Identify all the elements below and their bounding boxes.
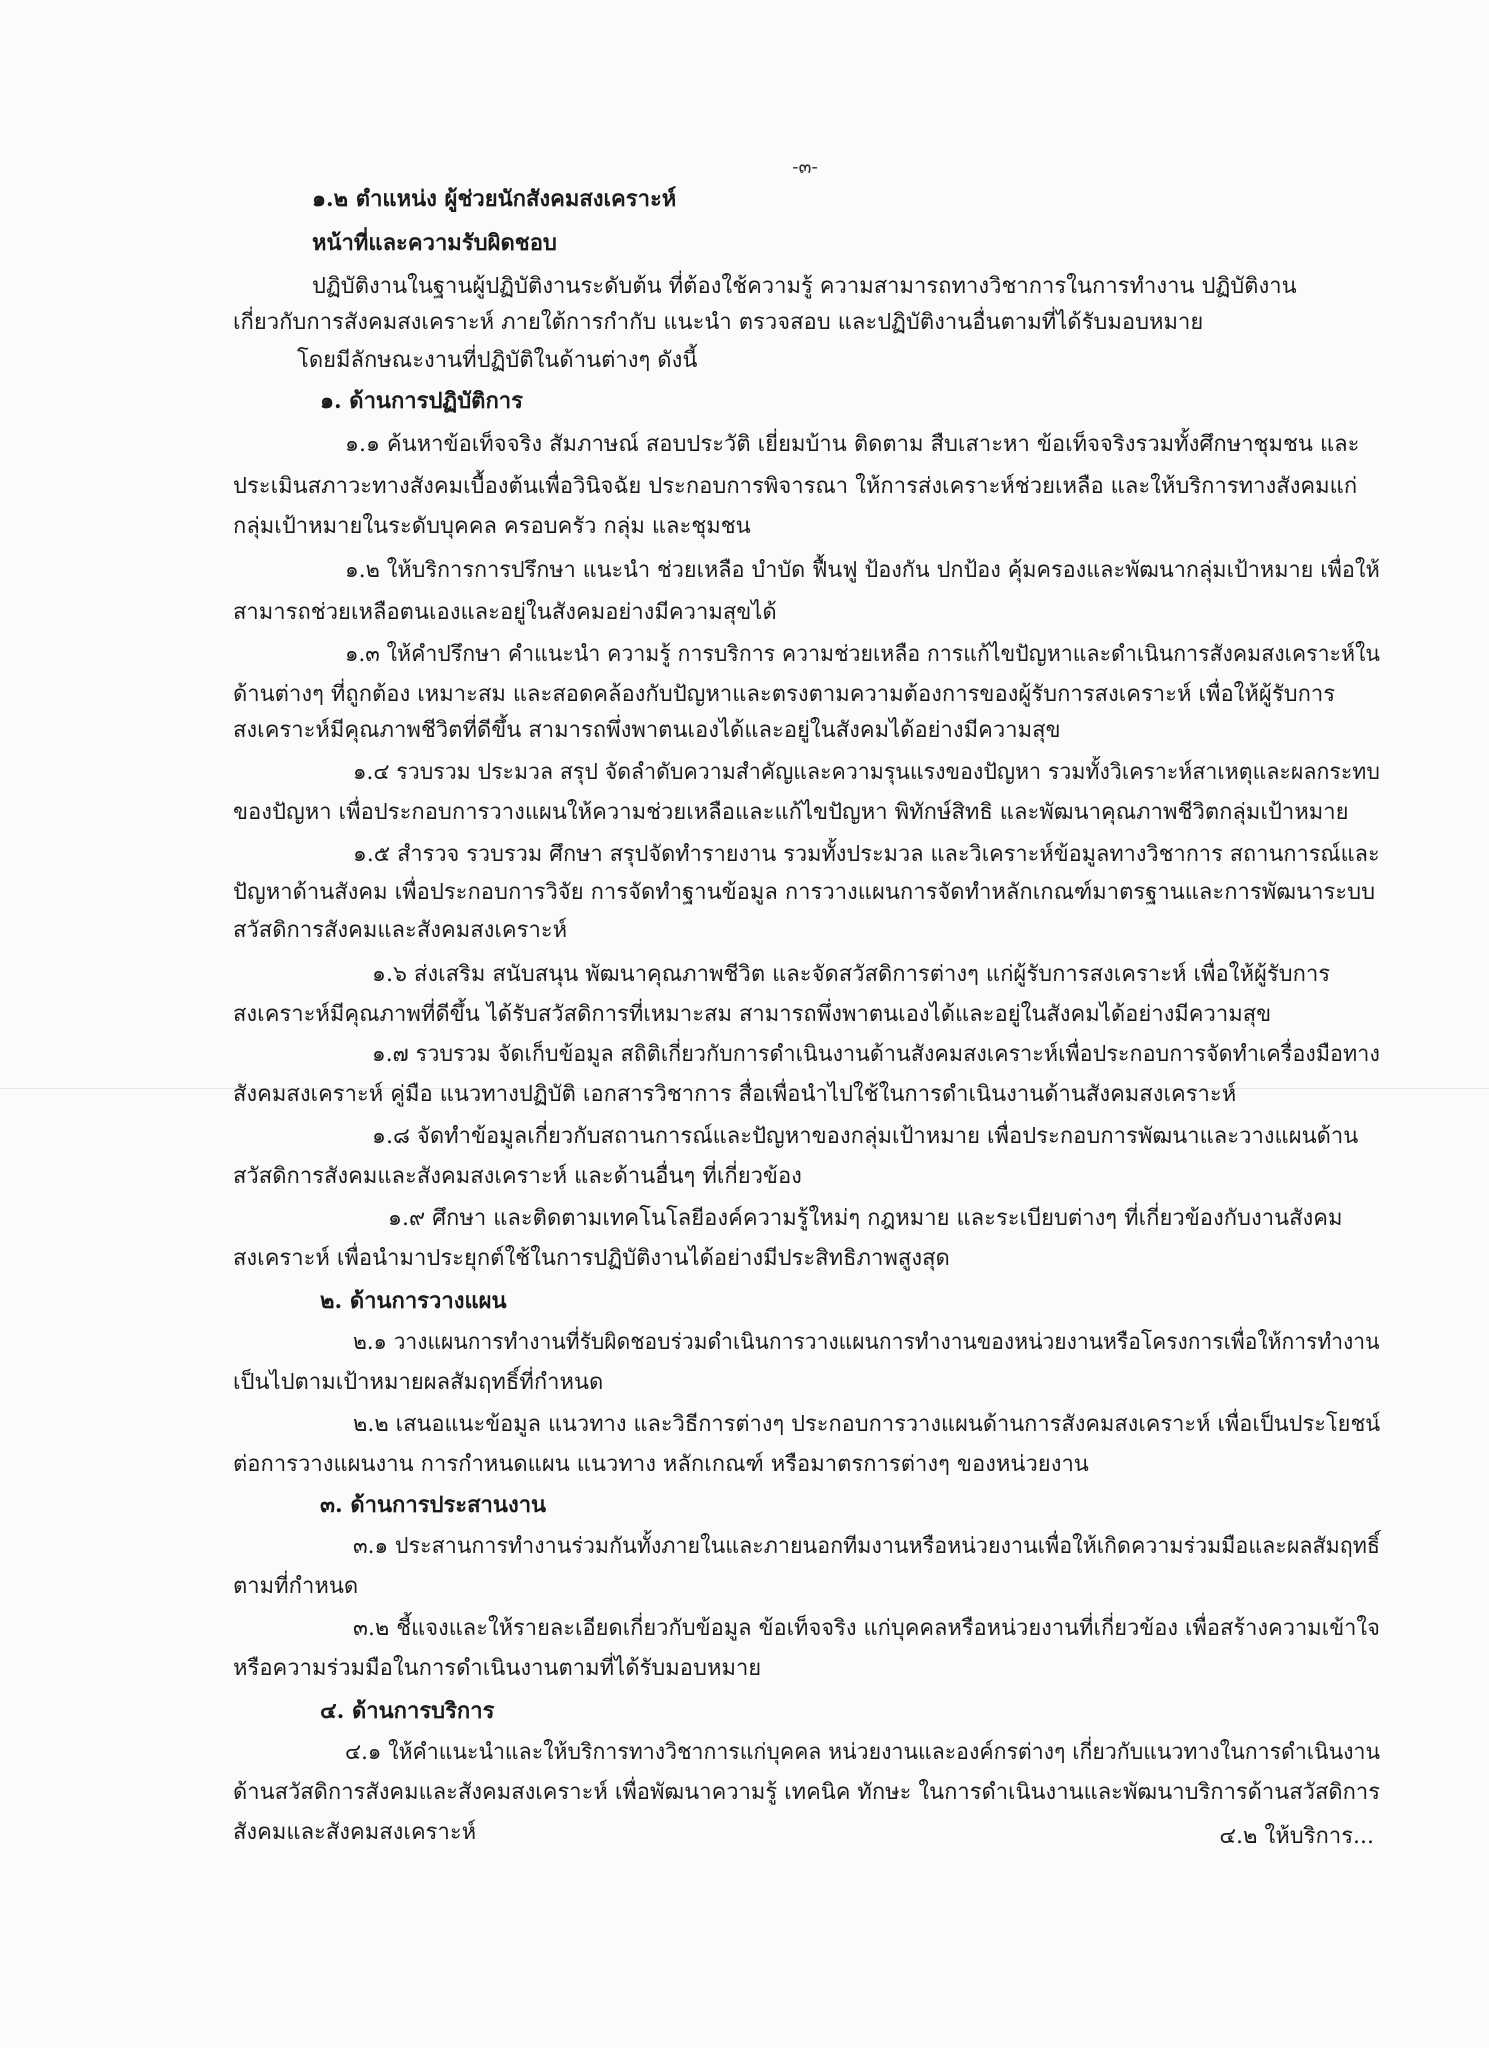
section-heading: ๑. ด้านการปฏิบัติการ: [320, 388, 523, 414]
item-line: ของปัญหา เพื่อประกอบการวางแผนให้ความช่วยเหลือและแก้ไขปัญหา พิทักษ์สิทธิ และพัฒนาคุณภาพชีวิตกลุ่มเป้าหมาย: [233, 800, 1349, 825]
section-heading: ๓. ด้านการประสานงาน: [320, 1492, 547, 1518]
item-line: ๑.๙ ศึกษา และติดตามเทคโนโลยีองค์ความรู้ใหม่ๆ กฎหมาย และระเบียบต่างๆ ที่เกี่ยวข้องกับงานสังคม: [388, 1206, 1343, 1231]
item-line: ด้านสวัสดิการสังคมและสังคมสงเคราะห์ เพื่อพัฒนาความรู้ เทคนิค ทักษะ ในการดำเนินงานและพัฒนาบริการด้านสวัสดิการ: [233, 1780, 1381, 1805]
continuation-marker: ๔.๒ ให้บริการ...: [1219, 1824, 1374, 1849]
item-line: ๓.๒ ชี้แจงและให้รายละเอียดเกี่ยวกับข้อมูล ข้อเท็จจริง แก่บุคคลหรือหน่วยงานที่เกี่ยวข้อง เพื่อสร้างความเข้าใจ: [353, 1616, 1380, 1641]
item-line: ตามที่กำหนด: [233, 1574, 359, 1599]
item-line: ๑.๖ ส่งเสริม สนับสนุน พัฒนาคุณภาพชีวิต และจัดสวัสดิการต่างๆ แก่ผู้รับการสงเคราะห์ เพื่อให้ผู้รับการ: [372, 962, 1331, 987]
intro-line: โดยมีลักษณะงานที่ปฏิบัติในด้านต่างๆ ดังนี้: [297, 348, 698, 373]
item-line: ด้านต่างๆ ที่ถูกต้อง เหมาะสม และสอดคล้องกับปัญหาและตรงตามความต้องการของผู้รับการสงเคราะห์ เพื่อให้ผู้รับการ: [233, 682, 1336, 707]
item-line: ๒.๒ เสนอแนะข้อมูล แนวทาง และวิธีการต่างๆ ประกอบการวางแผนด้านการสังคมสงเคราะห์ เพื่อเป็นประโยชน์: [353, 1412, 1381, 1437]
item-line: ๔.๑ ให้คำแนะนำและให้บริการทางวิชาการแก่บุคคล หน่วยงานและองค์กรต่างๆ เกี่ยวกับแนวทางในการดำเนินงาน: [345, 1740, 1381, 1765]
item-line: เป็นไปตามเป้าหมายผลสัมฤทธิ์ที่กำหนด: [233, 1370, 604, 1395]
item-line: ๑.๓ ให้คำปรึกษา คำแนะนำ ความรู้ การบริการ ความช่วยเหลือ การแก้ไขปัญหาและดำเนินการสังคมสงเคราะห์ใน: [345, 642, 1380, 667]
item-line: สามารถช่วยเหลือตนเองและอยู่ในสังคมอย่างมีความสุขได้: [233, 600, 777, 625]
item-line: ๒.๑ วางแผนการทำงานที่รับผิดชอบร่วมดำเนินการวางแผนการทำงานของหน่วยงานหรือโครงการเพื่อให้การทำงาน: [353, 1330, 1380, 1355]
item-line: ๑.๕ สำรวจ รวบรวม ศึกษา สรุปจัดทำรายงาน รวมทั้งประมวล และวิเคราะห์ข้อมูลทางวิชาการ สถานการณ์และ: [353, 842, 1380, 867]
item-line: สวัสดิการสังคมและสังคมสงเคราะห์ และด้านอื่นๆ ที่เกี่ยวข้อง: [233, 1164, 802, 1189]
page-number: -๓-: [792, 156, 818, 178]
item-line: กลุ่มเป้าหมายในระดับบุคคล ครอบครัว กลุ่ม และชุมชน: [233, 514, 751, 539]
item-line: หรือความร่วมมือในการดำเนินงานตามที่ได้รับมอบหมาย: [233, 1656, 762, 1681]
item-line: ๑.๒ ให้บริการการปรึกษา แนะนำ ช่วยเหลือ บำบัด ฟื้นฟู ป้องกัน ปกป้อง คุ้มครองและพัฒนากลุ่มเป้าหมาย เพื่อให้: [345, 558, 1380, 583]
item-line: ๑.๘ จัดทำข้อมูลเกี่ยวกับสถานการณ์และปัญหาของกลุ่มเป้าหมาย เพื่อประกอบการพัฒนาและวางแผนด้าน: [372, 1124, 1359, 1149]
section-heading: ๔. ด้านการบริการ: [320, 1698, 495, 1724]
duties-heading: หน้าที่และความรับผิดชอบ: [312, 230, 557, 256]
item-line: สวัสดิการสังคมและสังคมสงเคราะห์: [233, 918, 568, 943]
item-line: ๑.๔ รวบรวม ประมวล สรุป จัดลำดับความสำคัญและความรุนแรงของปัญหา รวมทั้งวิเคราะห์สาเหตุและผลกระทบ: [353, 760, 1380, 785]
position-title: ๑.๒ ตำแหน่ง ผู้ช่วยนักสังคมสงเคราะห์: [312, 186, 677, 212]
item-line: สงเคราะห์มีคุณภาพที่ดีขึ้น ได้รับสวัสดิการที่เหมาะสม สามารถพึ่งพาตนเองได้และอยู่ในสังคมได้อย่างมีความสุข: [233, 1002, 1272, 1027]
item-line: ๑.๗ รวบรวม จัดเก็บข้อมูล สถิติเกี่ยวกับการดำเนินงานด้านสังคมสงเคราะห์เพื่อประกอบการจัดทำเครื่องมือทาง: [372, 1042, 1380, 1067]
intro-line: ปฏิบัติงานในฐานผู้ปฏิบัติงานระดับต้น ที่ต้องใช้ความรู้ ความสามารถทางวิชาการในการทำงาน ปฏิบัติงาน: [312, 274, 1297, 299]
item-line: สังคมสงเคราะห์ คู่มือ แนวทางปฏิบัติ เอกสารวิชาการ สื่อเพื่อนำไปใช้ในการดำเนินงานด้านสังคมสงเคราะห์: [233, 1082, 1237, 1107]
item-line: ๓.๑ ประสานการทำงานร่วมกันทั้งภายในและภายนอกทีมงานหรือหน่วยงานเพื่อให้เกิดความร่วมมือและผลสัมฤทธิ์: [353, 1534, 1381, 1559]
item-line: ประเมินสภาวะทางสังคมเบื้องต้นเพื่อวินิจฉัย ประกอบการพิจารณา ให้การส่งเคราะห์ช่วยเหลือ และให้บริการทางสังคมแก่: [233, 474, 1358, 499]
item-line: ๑.๑ ค้นหาข้อเท็จจริง สัมภาษณ์ สอบประวัติ เยี่ยมบ้าน ติดตาม สืบเสาะหา ข้อเท็จจริงรวมทั้งศึกษาชุมชน และ: [345, 432, 1360, 457]
item-line: สงเคราะห์มีคุณภาพชีวิตที่ดีขึ้น สามารถพึ่งพาตนเองได้และอยู่ในสังคมได้อย่างมีความสุข: [233, 718, 1061, 743]
section-heading: ๒. ด้านการวางแผน: [320, 1288, 507, 1314]
item-line: สังคมและสังคมสงเคราะห์: [233, 1820, 477, 1845]
item-line: ปัญหาด้านสังคม เพื่อประกอบการวิจัย การจัดทำฐานข้อมูล การวางแผนการจัดทำหลักเกณฑ์มาตรฐานและการพัฒนาระบบ: [233, 880, 1376, 905]
item-line: สงเคราะห์ เพื่อนำมาประยุกต์ใช้ในการปฏิบัติงานได้อย่างมีประสิทธิภาพสูงสุด: [233, 1246, 950, 1271]
item-line: ต่อการวางแผนงาน การกำหนดแผน แนวทาง หลักเกณฑ์ หรือมาตรการต่างๆ ของหน่วยงาน: [233, 1452, 1089, 1477]
intro-line: เกี่ยวกับการสังคมสงเคราะห์ ภายใต้การกำกับ แนะนำ ตรวจสอบ และปฏิบัติงานอื่นตามที่ได้รับมอบหมาย: [233, 310, 1204, 335]
